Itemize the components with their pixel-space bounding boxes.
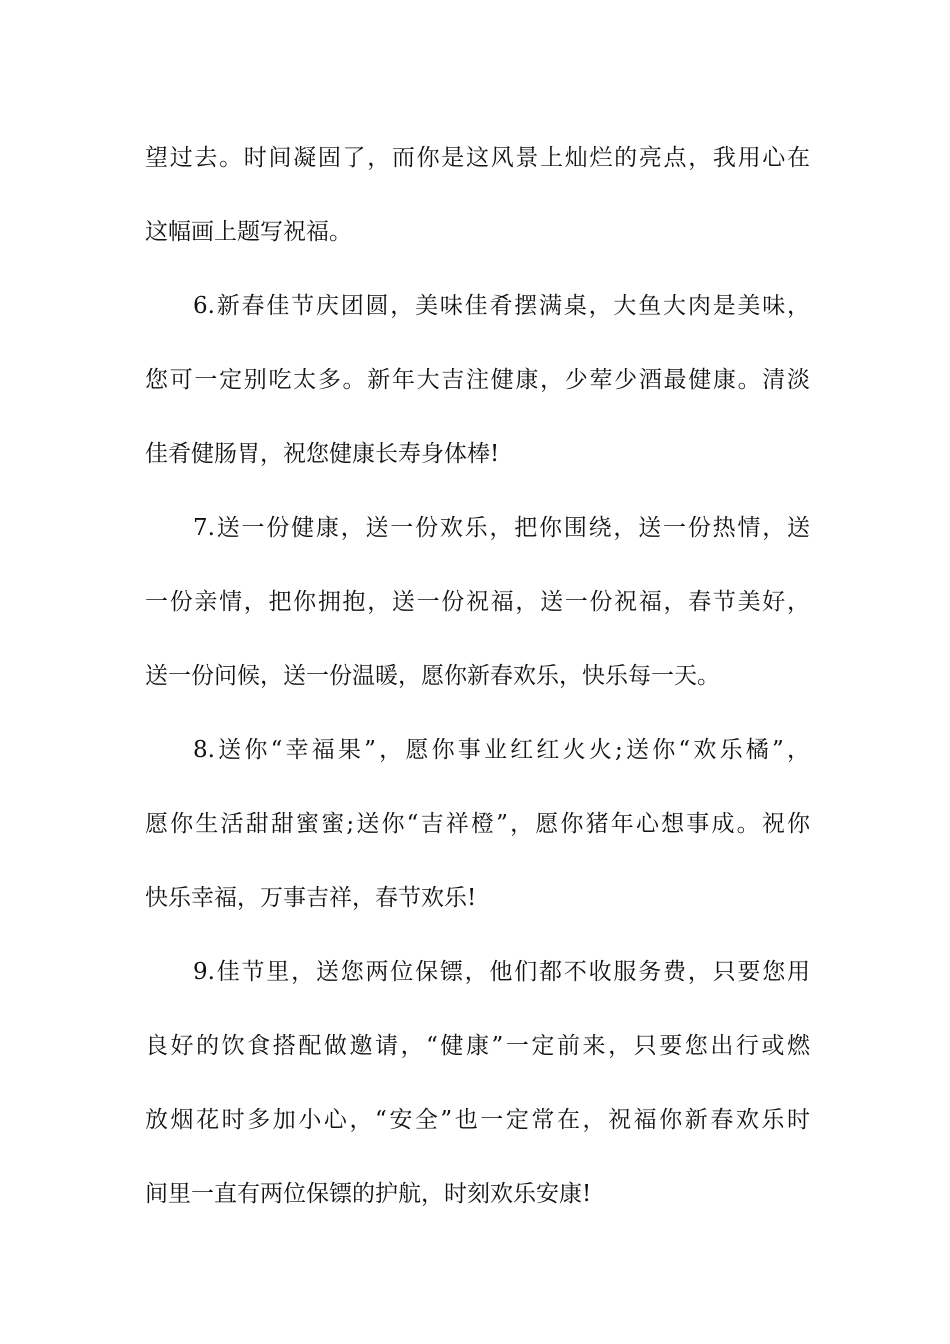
paragraph-9-line-1: 9.佳节里，送您两位保镖，他们都不收服务费，只要您用: [193, 959, 810, 985]
paragraph-7-line-3: 送一份问候，送一份温暖，愿你新春欢乐，快乐每一天。: [145, 663, 720, 689]
paragraph-5-line-1: 望过去。时间凝固了，而你是这风景上灿烂的亮点，我用心在: [145, 145, 810, 171]
paragraph-7-line-1: 7.送一份健康，送一份欢乐，把你围绕，送一份热情，送: [193, 515, 810, 541]
paragraph-6-line-2: 您可一定别吃太多。新年大吉注健康，少荤少酒最健康。清淡: [145, 367, 810, 393]
paragraph-9-line-2: 良好的饮食搭配做邀请，“健康”一定前来，只要您出行或燃: [145, 1033, 810, 1059]
paragraph-5-line-2: 这幅画上题写祝福。: [145, 219, 352, 245]
body-text: [145, 121, 810, 1231]
paragraph-6-line-1: 6.新春佳节庆团圆，美味佳肴摆满桌，大鱼大肉是美味，: [193, 293, 810, 319]
paragraph-8-line-2: 愿你生活甜甜蜜蜜;送你“吉祥橙”，愿你猪年心想事成。祝你: [145, 811, 810, 837]
paragraph-9-line-3: 放烟花时多加小心，“安全”也一定常在，祝福你新春欢乐时: [145, 1107, 810, 1133]
paragraph-6-line-3: 佳肴健肠胃，祝您健康长寿身体棒!: [145, 441, 500, 467]
paragraph-8-line-1: 8.送你“幸福果”，愿你事业红红火火;送你“欢乐橘”，: [193, 737, 810, 763]
paragraph-9-line-4: 间里一直有两位保镖的护航，时刻欢乐安康!: [145, 1181, 592, 1207]
paragraph-7-line-2: 一份亲情，把你拥抱，送一份祝福，送一份祝福，春节美好，: [145, 589, 810, 615]
paragraph-8-line-3: 快乐幸福，万事吉祥，春节欢乐!: [145, 885, 477, 911]
